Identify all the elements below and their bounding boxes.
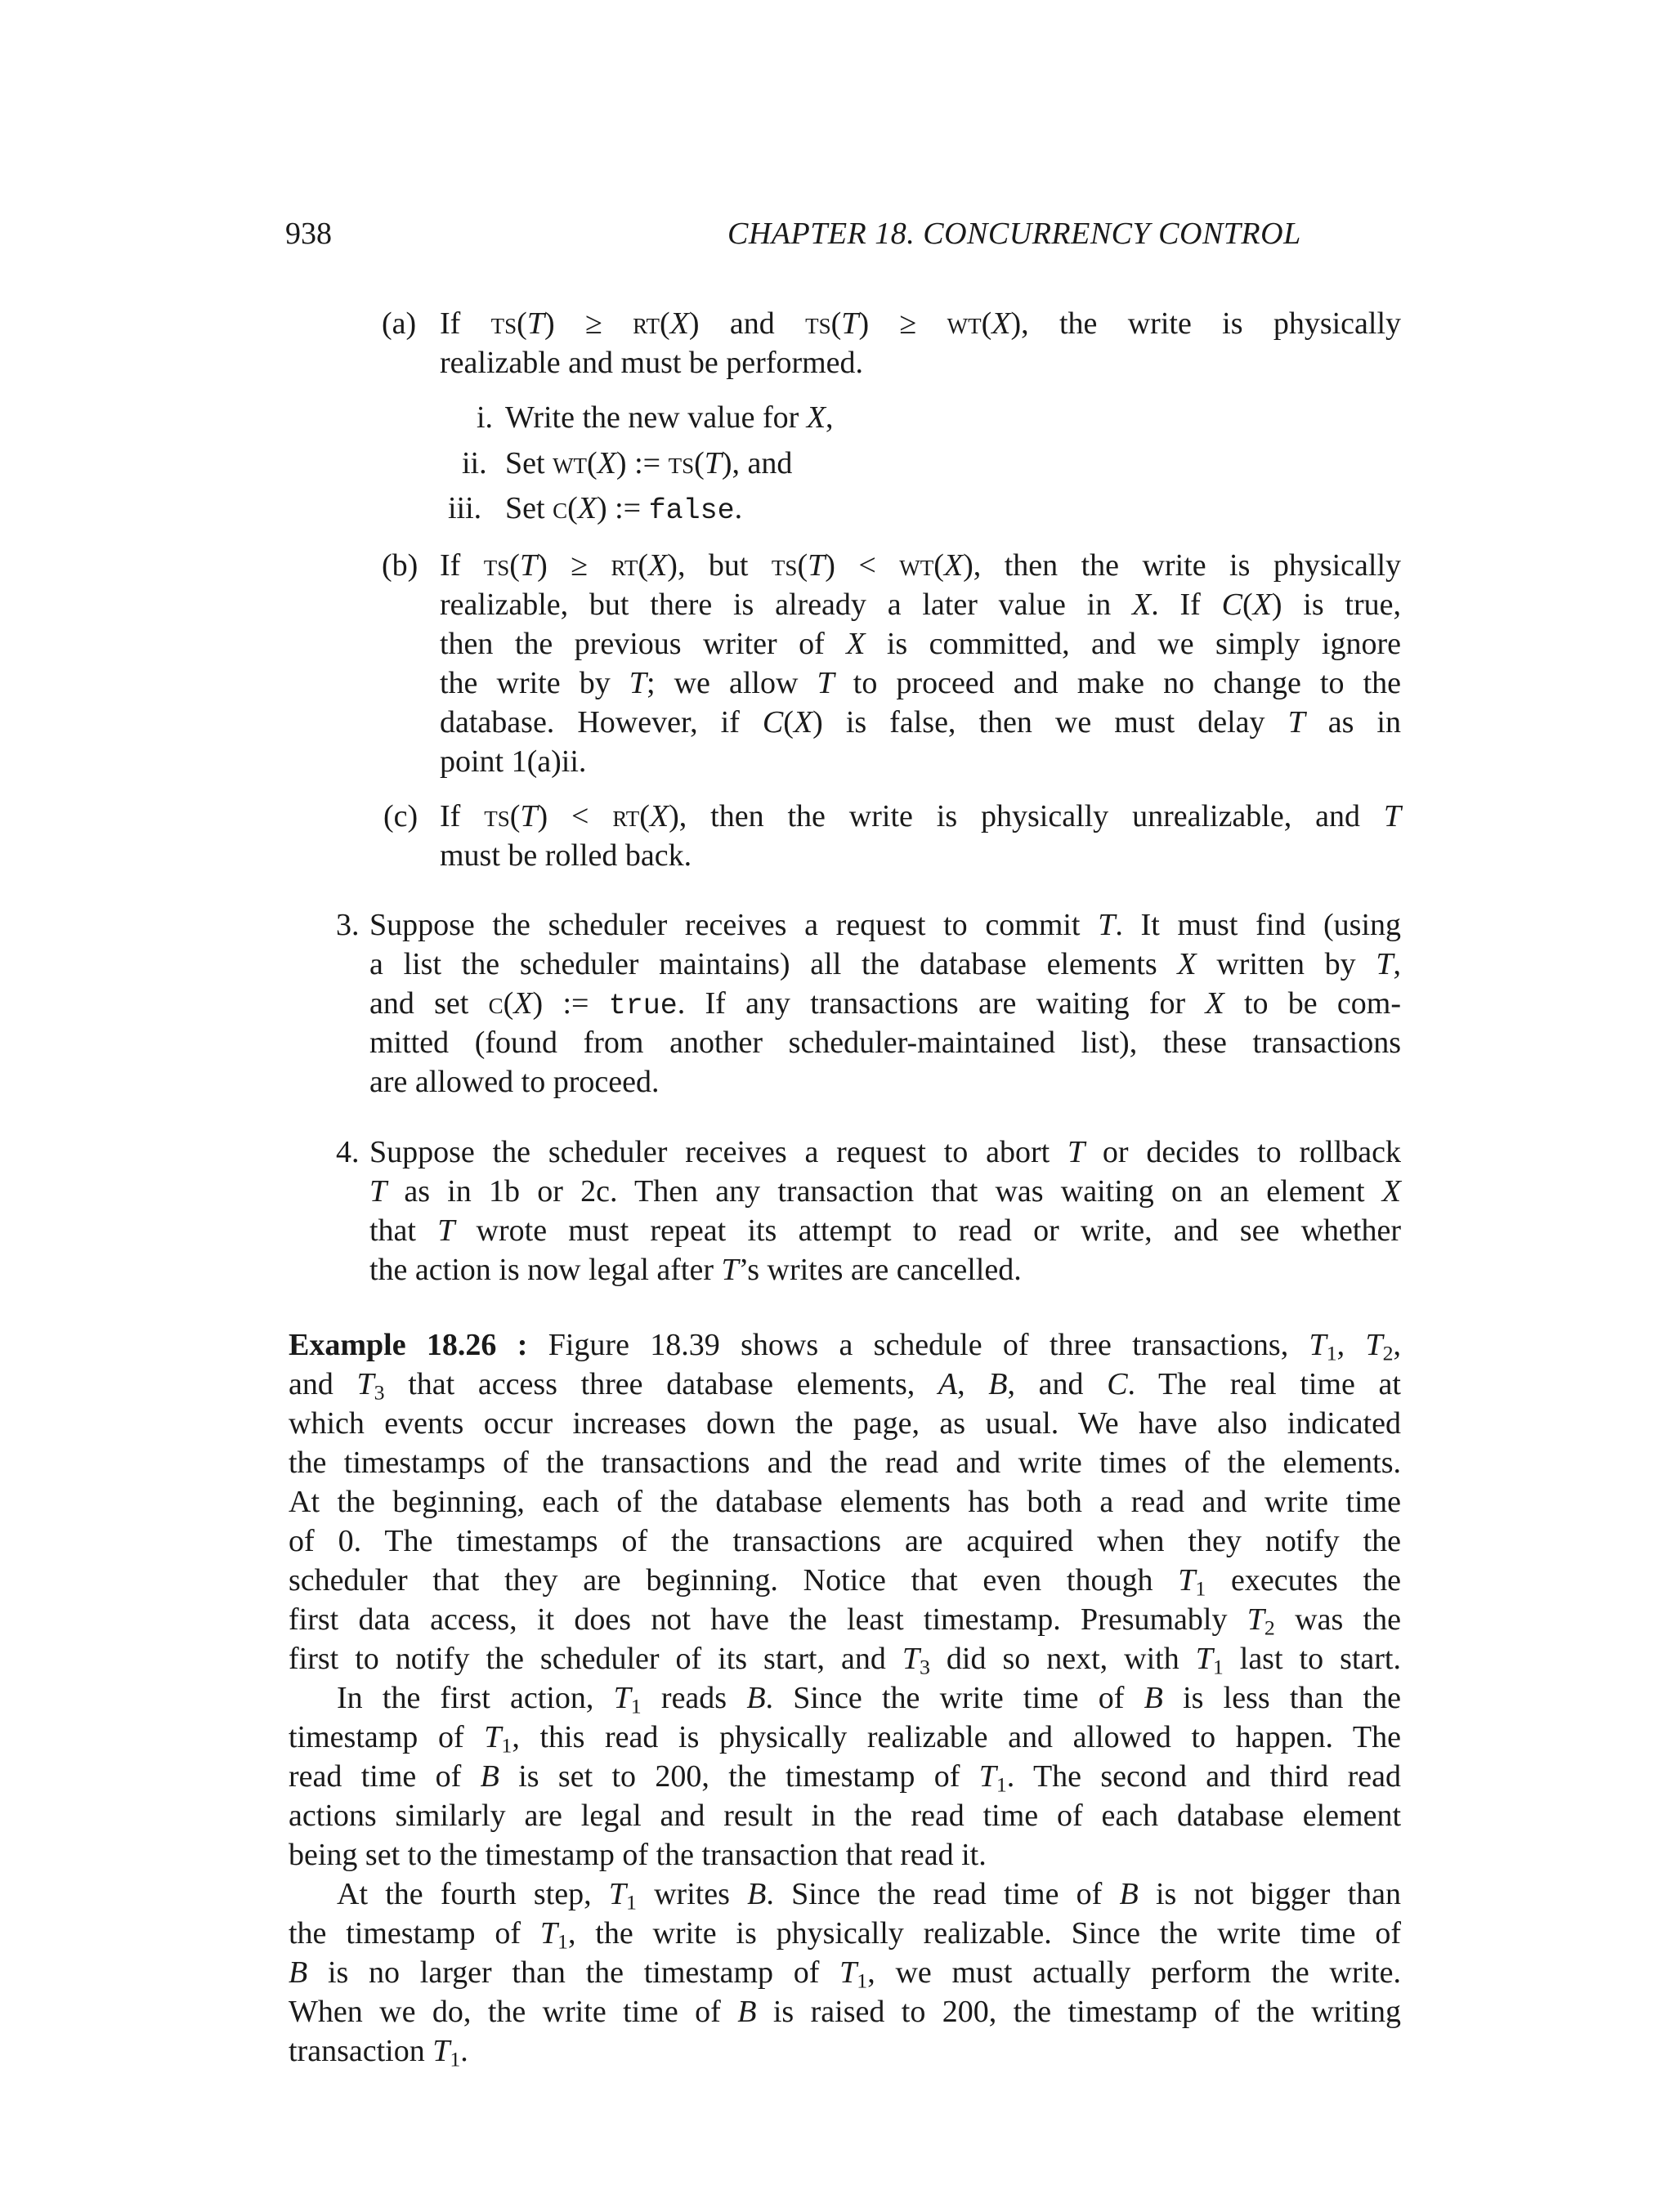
para3-line-5: transaction $T_1$. [289,2034,468,2071]
item-4-line-2: T as in 1b or 2c. Then any transaction that was waiting on an element X [369,1174,1401,1209]
example-line-4: the timestamps of the transactions and the read and write times of the elements. [289,1446,1401,1480]
item-b-line-4: the write by T; we allow T to proceed and make no change to the [440,666,1401,700]
item-a-line-1: If ts(T) ≥ rt(X) and ts(T) ≥ wt(X), the write is physically [440,306,1402,341]
item-b-line-5: database. However, if C(X) is false, then we must delay T as in [440,705,1401,740]
item-a-label: (a) [382,306,417,341]
sub-i-text: Write the new value for X, [505,400,834,435]
item-a-line-2: realizable and must be performed. [440,346,864,380]
page-number: 938 [285,217,332,251]
example-line-8: first data access, it does not have the least timestamp. Presumably $T_2$ was the [289,1602,1401,1640]
para3-line-3: B is no larger than the timestamp of $T_1$, we must actually perform the write. [289,1955,1401,1993]
para3-line-2: the timestamp of $T_1$, the write is physically realizable. Since the write time of [289,1916,1402,1954]
item-3-line-5: are allowed to proceed. [369,1065,660,1099]
item-c-label: (c) [383,799,418,833]
item-b-line-1: If ts(T) ≥ rt(X), but ts(T) < wt(X), then the write is physically [440,548,1402,583]
sub-i-label: i. [477,400,494,435]
item-b-line-2: realizable, but there is already a later value in X. If C(X) is true, [440,588,1401,622]
para2-line-3: read time of B is set to 200, the timestamp of $T_1$. The second and third read [289,1759,1401,1797]
example-line-9: first to notify the scheduler of its start, and $T_3$ did so next, with $T_1$ last to start. [289,1642,1401,1679]
sub-iii-text: Set c(X) := false. [505,491,743,527]
para3-line-1: At the fourth step, $T_1$ writes B. Since the read time of B is not bigger than [337,1877,1401,1915]
item-3-label: 3. [336,908,360,942]
item-c-line-2: must be rolled back. [440,838,692,873]
item-4-line-3: that T wrote must repeat its attempt to read or write, and see whether [369,1213,1401,1248]
item-b-line-6: point 1(a)ii. [440,744,587,779]
item-c-line-1: If ts(T) < rt(X), then the write is physically unrealizable, and T [440,799,1401,833]
item-4-label: 4. [336,1135,360,1169]
item-3-line-1: Suppose the scheduler receives a request to commit T. It must find (using [369,908,1402,942]
item-b-label: (b) [382,548,418,583]
example-line-1: Example 18.26 : Figure 18.39 shows a schedule of three transactions, $T_1$, $T_2$, [289,1328,1402,1365]
example-line-3: which events occur increases down the page, as usual. We have also indicated [289,1406,1401,1441]
sub-ii-text: Set wt(X) := ts(T), and [505,446,793,480]
example-line-6: of 0. The timestamps of the transactions are acquired when they notify the [289,1524,1401,1558]
example-heading: Example 18.26 : [289,1328,528,1362]
example-line-2: and $T_3$ that access three database elements, A, B, and C. The real time at [289,1367,1401,1405]
para3-line-4: When we do, the write time of B is raised to 200, the timestamp of the writing [289,1995,1401,2029]
item-3-line-2: a list the scheduler maintains) all the database elements X written by T, [369,947,1402,981]
running-header: CHAPTER 18. CONCURRENCY CONTROL [727,217,1301,251]
item-3-line-4: mitted (found from another scheduler-maintained list), these transactions [369,1026,1401,1060]
item-4-line-1: Suppose the scheduler receives a request to abort T or decides to rollback [369,1135,1401,1169]
para2-line-4: actions similarly are legal and result in the read time of each database element [289,1799,1401,1833]
para2-line-5: being set to the timestamp of the transaction that read it. [289,1838,987,1872]
sub-iii-label: iii. [448,491,482,525]
para2-line-2: timestamp of $T_1$, this read is physically realizable and allowed to happen. The [289,1720,1402,1758]
item-b-line-3: then the previous writer of X is committed, and we simply ignore [440,627,1401,661]
para2-line-1: In the first action, $T_1$ reads B. Since the write time of B is less than the [337,1681,1401,1718]
item-4-line-4: the action is now legal after T’s writes are cancelled. [369,1253,1022,1287]
example-line-5: At the beginning, each of the database elements has both a read and write time [289,1485,1401,1519]
example-line-7: scheduler that they are beginning. Notice that even though $T_1$ executes the [289,1563,1402,1601]
sub-ii-label: ii. [462,446,487,480]
item-3-line-3: and set c(X) := true. If any transactions are waiting for X to be com- [369,986,1401,1022]
